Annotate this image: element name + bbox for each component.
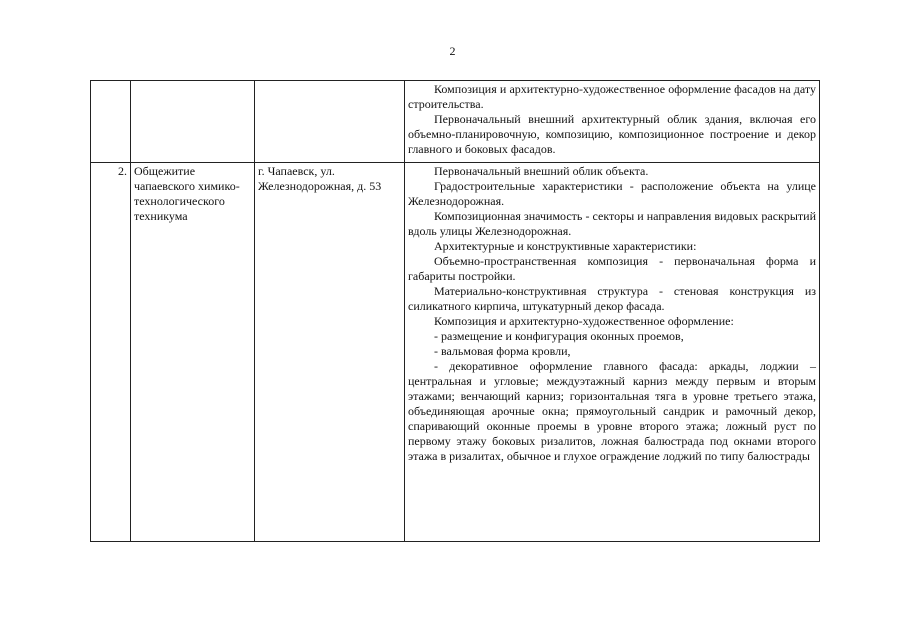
description-paragraph: Объемно-пространственная композиция - первоначальная форма и габариты постройки.	[408, 254, 816, 283]
description-paragraph: Композиция и архитектурно-художественное оформление:	[434, 314, 734, 328]
object-name	[131, 81, 255, 163]
object-address: г. Чапаевск, ул. Железнодорожная, д. 53	[255, 163, 405, 542]
object-description	[405, 81, 820, 163]
page-number: 2	[449, 44, 456, 58]
objects-table	[90, 80, 820, 542]
description-paragraph: Градостроительные характеристики - расположение объекта на улице Железнодорожная.	[408, 179, 816, 208]
description-list-item: - декоративное оформление главного фасада: аркады, лоджии – центральная и угловые; междуэтажный карниз между первым и вторым этажами; венчающий карниз; горизонтальная тяга в уровне третьего этажа, объединяющая арочные окна; прямоугольный сандрик и рамочный декор, спаривающий оконные проемы в уровне второго этажа; ложный руст по первому этажу боковых ризалитов, ложная балюстрада под окнами второго этажа в ризалитах, обычное и глухое ограждение лоджий по типу балюстрады	[408, 359, 816, 463]
object-address	[255, 81, 405, 163]
description-paragraph: Архитектурные и конструктивные характеристики:	[434, 239, 697, 253]
description-paragraph: Композиция и архитектурно-художественное оформление фасадов на дату строительства.	[408, 82, 816, 111]
row-number: 2.	[91, 163, 131, 542]
object-description	[405, 163, 820, 542]
description-paragraph: Первоначальный внешний облик объекта.	[434, 164, 649, 178]
object-name: Общежитие чапаевского химико-технологического техникума	[131, 163, 255, 542]
description-paragraph: Материально-конструктивная структура - стеновая конструкция из силикатного кирпича, штукатурный декор фасада.	[408, 284, 816, 313]
description-list-item: - размещение и конфигурация оконных проемов,	[434, 329, 684, 343]
table-row	[91, 81, 820, 163]
description-paragraph: Первоначальный внешний архитектурный облик здания, включая его объемно-планировочную, композицию, композиционное построение и декор главного и боковых фасадов.	[408, 112, 816, 156]
row-number	[91, 81, 131, 163]
description-list-item: - вальмовая форма кровли,	[434, 344, 571, 358]
table-row	[91, 163, 820, 542]
description-paragraph: Композиционная значимость - секторы и направления видовых раскрытий вдоль улицы Железнодорожная.	[408, 209, 816, 238]
